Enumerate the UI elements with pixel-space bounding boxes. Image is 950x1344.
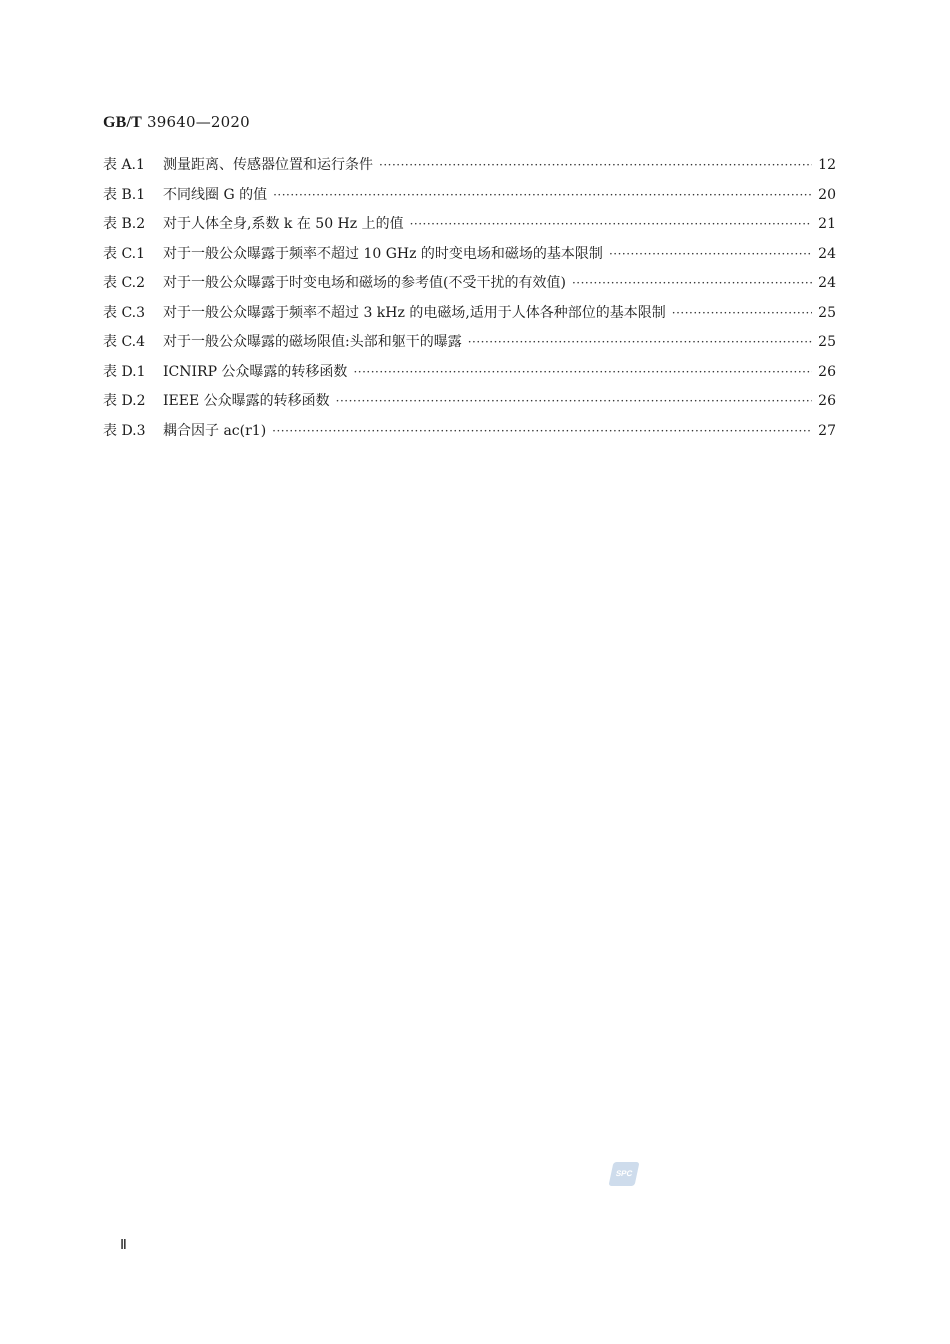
toc-entry[interactable] — [103, 154, 836, 184]
toc-entry-title: 测量距离、传感器位置和运行条件 — [163, 157, 373, 173]
leader-dots — [379, 158, 812, 172]
leader-dots — [272, 424, 812, 438]
toc-entry-page: 20 — [818, 186, 836, 203]
toc-entry-page: 24 — [818, 245, 836, 262]
toc-entry-label: 表 D.1 — [103, 363, 146, 380]
leader-dots — [672, 306, 812, 320]
toc-entry[interactable] — [103, 302, 836, 332]
leader-dots — [572, 276, 812, 290]
standard-number: 39640—2020 — [147, 113, 250, 131]
toc-entry-label: 表 A.1 — [103, 157, 145, 173]
toc-entry-page: 27 — [818, 422, 836, 439]
leader-dots — [410, 217, 813, 231]
leader-dots — [468, 335, 812, 349]
leader-dots — [609, 247, 812, 261]
toc-entry-page: 21 — [818, 216, 836, 232]
toc-entry-label: 表 B.2 — [103, 216, 146, 232]
toc-entry[interactable] — [103, 184, 836, 214]
toc-entry[interactable] — [103, 331, 836, 361]
toc-entry[interactable] — [103, 243, 836, 273]
toc-entry-title: 对于一般公众曝露的磁场限值:头部和躯干的曝露 — [163, 334, 462, 350]
toc-entry-title: 对于一般公众曝露于频率不超过 3 kHz 的电磁场,适用于人体各种部位的基本限制 — [163, 304, 666, 321]
leader-dots — [336, 394, 813, 408]
toc-entry-page: 26 — [818, 393, 836, 409]
leader-dots — [353, 365, 812, 379]
toc-entry-title: 对于一般公众曝露于频率不超过 10 GHz 的时变电场和磁场的基本限制 — [163, 245, 603, 262]
toc-entry-label: 表 C.3 — [103, 304, 146, 321]
page-number: Ⅱ — [120, 1238, 127, 1253]
toc-entry-title: 不同线圈 G 的值 — [163, 186, 268, 203]
toc-entry-title: 对于人体全身,系数 k 在 50 Hz 上的值 — [163, 216, 404, 232]
toc-entry[interactable] — [103, 272, 836, 302]
toc-entry-title: 耦合因子 ac(r1) — [163, 422, 267, 439]
toc-entry-label: 表 D.2 — [103, 393, 146, 409]
toc-entry-page: 25 — [818, 334, 836, 350]
toc-entry-label: 表 D.3 — [103, 422, 146, 439]
toc-entry-title: 对于一般公众曝露于时变电场和磁场的参考值(不受干扰的有效值) — [163, 275, 566, 291]
toc-entry[interactable] — [103, 213, 836, 243]
document-header — [103, 113, 250, 132]
toc-entry-page: 12 — [818, 157, 836, 173]
spc-watermark-logo: SPC — [608, 1162, 639, 1186]
toc-entry[interactable] — [103, 361, 836, 391]
toc-entry[interactable] — [103, 390, 836, 420]
standard-code: GB/T — [103, 114, 143, 131]
toc-entry[interactable] — [103, 420, 836, 450]
table-of-contents — [103, 154, 836, 449]
leader-dots — [273, 188, 812, 202]
toc-entry-label: 表 B.1 — [103, 186, 146, 203]
toc-entry-title: ICNIRP 公众曝露的转移函数 — [163, 363, 348, 380]
toc-entry-page: 25 — [818, 304, 836, 321]
toc-entry-label: 表 C.4 — [103, 334, 146, 350]
toc-entry-title: IEEE 公众曝露的转移函数 — [163, 393, 330, 409]
toc-entry-page: 24 — [818, 275, 836, 291]
toc-entry-page: 26 — [818, 363, 836, 380]
toc-entry-label: 表 C.1 — [103, 245, 146, 262]
toc-entry-label: 表 C.2 — [103, 275, 146, 291]
